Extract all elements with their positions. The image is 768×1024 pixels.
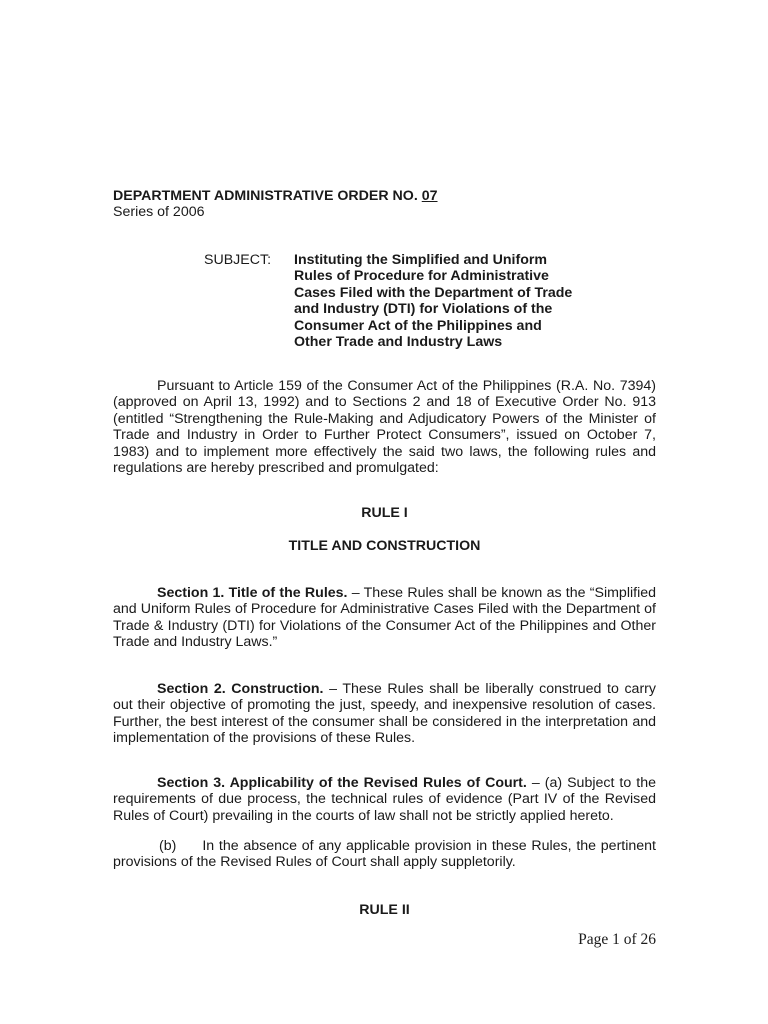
section-1-heading: Section 1. Title of the Rules. xyxy=(157,585,348,601)
section-3-body: – (a) Subject to the requirements of due process, the technical rules of evidence (Part IV of the Revised Rules of Court) prevailing in the courts of law shall not be strictly applied hereto. xyxy=(113,775,656,824)
section-3-b-body: In the absence of any applicable provision in these Rules, the pertinent provisions of the Revised Rules of Court shall apply suppletorily. xyxy=(113,838,656,871)
subject-line: Rules of Procedure for Administrative xyxy=(294,268,549,285)
order-number: 07 xyxy=(421,188,438,204)
order-title xyxy=(113,188,438,204)
subject-line: Cases Filed with the Department of Trade xyxy=(294,284,573,301)
section-3-b-paragraph xyxy=(113,838,656,871)
subject-text xyxy=(294,252,594,350)
subject-label: SUBJECT: xyxy=(204,252,272,268)
section-2-heading: Section 2. Construction. xyxy=(157,681,324,697)
subject-line: Consumer Act of the Philippines and xyxy=(294,317,542,334)
section-2-paragraph xyxy=(113,681,656,747)
section-1-paragraph xyxy=(113,585,656,651)
preamble-paragraph: Pursuant to Article 159 of the Consumer Act of the Philippines (R.A. No. 7394) (approved on April 13, 1992) and to Sections 2 and 18 of Executive Order No. 913 (entitled “Strengthening the Rule-Making and Adjudicatory Powers of the Minister of Trade and Industry in Order to Further Protect Consumers”, issued on October 7, 1983) and to implement more effectively the said two laws, the following rules and regulations are hereby prescribed and promulgated: xyxy=(113,378,656,477)
section-2-body: – These Rules shall be liberally construed to carry out their objective of promoting the just, speedy, and inexpensive resolution of cases. Further, the best interest of the consumer shall be considered in the interpretation and implementation of the provisions of these Rules. xyxy=(113,681,656,747)
rule-1-heading: RULE I xyxy=(361,505,408,521)
section-3-paragraph xyxy=(113,775,656,824)
subject-line: Other Trade and Industry Laws xyxy=(294,334,503,351)
subject-line: Instituting the Simplified and Uniform xyxy=(294,252,547,268)
order-title-prefix: DEPARTMENT ADMINISTRATIVE ORDER NO. xyxy=(113,188,418,204)
section-1-body: – These Rules shall be known as the “Simplified and Uniform Rules of Procedure for Administrative Cases Filed with the Department of Trade & Industry (DTI) for Violations of the Consumer Act of the Philippines and Other Trade and Industry Laws.” xyxy=(113,585,656,651)
rule-1-subheading: TITLE AND CONSTRUCTION xyxy=(288,538,481,554)
rule-2-heading: RULE II xyxy=(359,902,410,918)
section-3-heading: Section 3. Applicability of the Revised Rules of Court. xyxy=(157,775,527,791)
subject-line: and Industry (DTI) for Violations of the xyxy=(294,301,553,318)
order-series: Series of 2006 xyxy=(113,204,205,220)
page-number: Page 1 of 26 xyxy=(578,931,656,948)
section-3-b-label: (b) xyxy=(159,838,177,854)
